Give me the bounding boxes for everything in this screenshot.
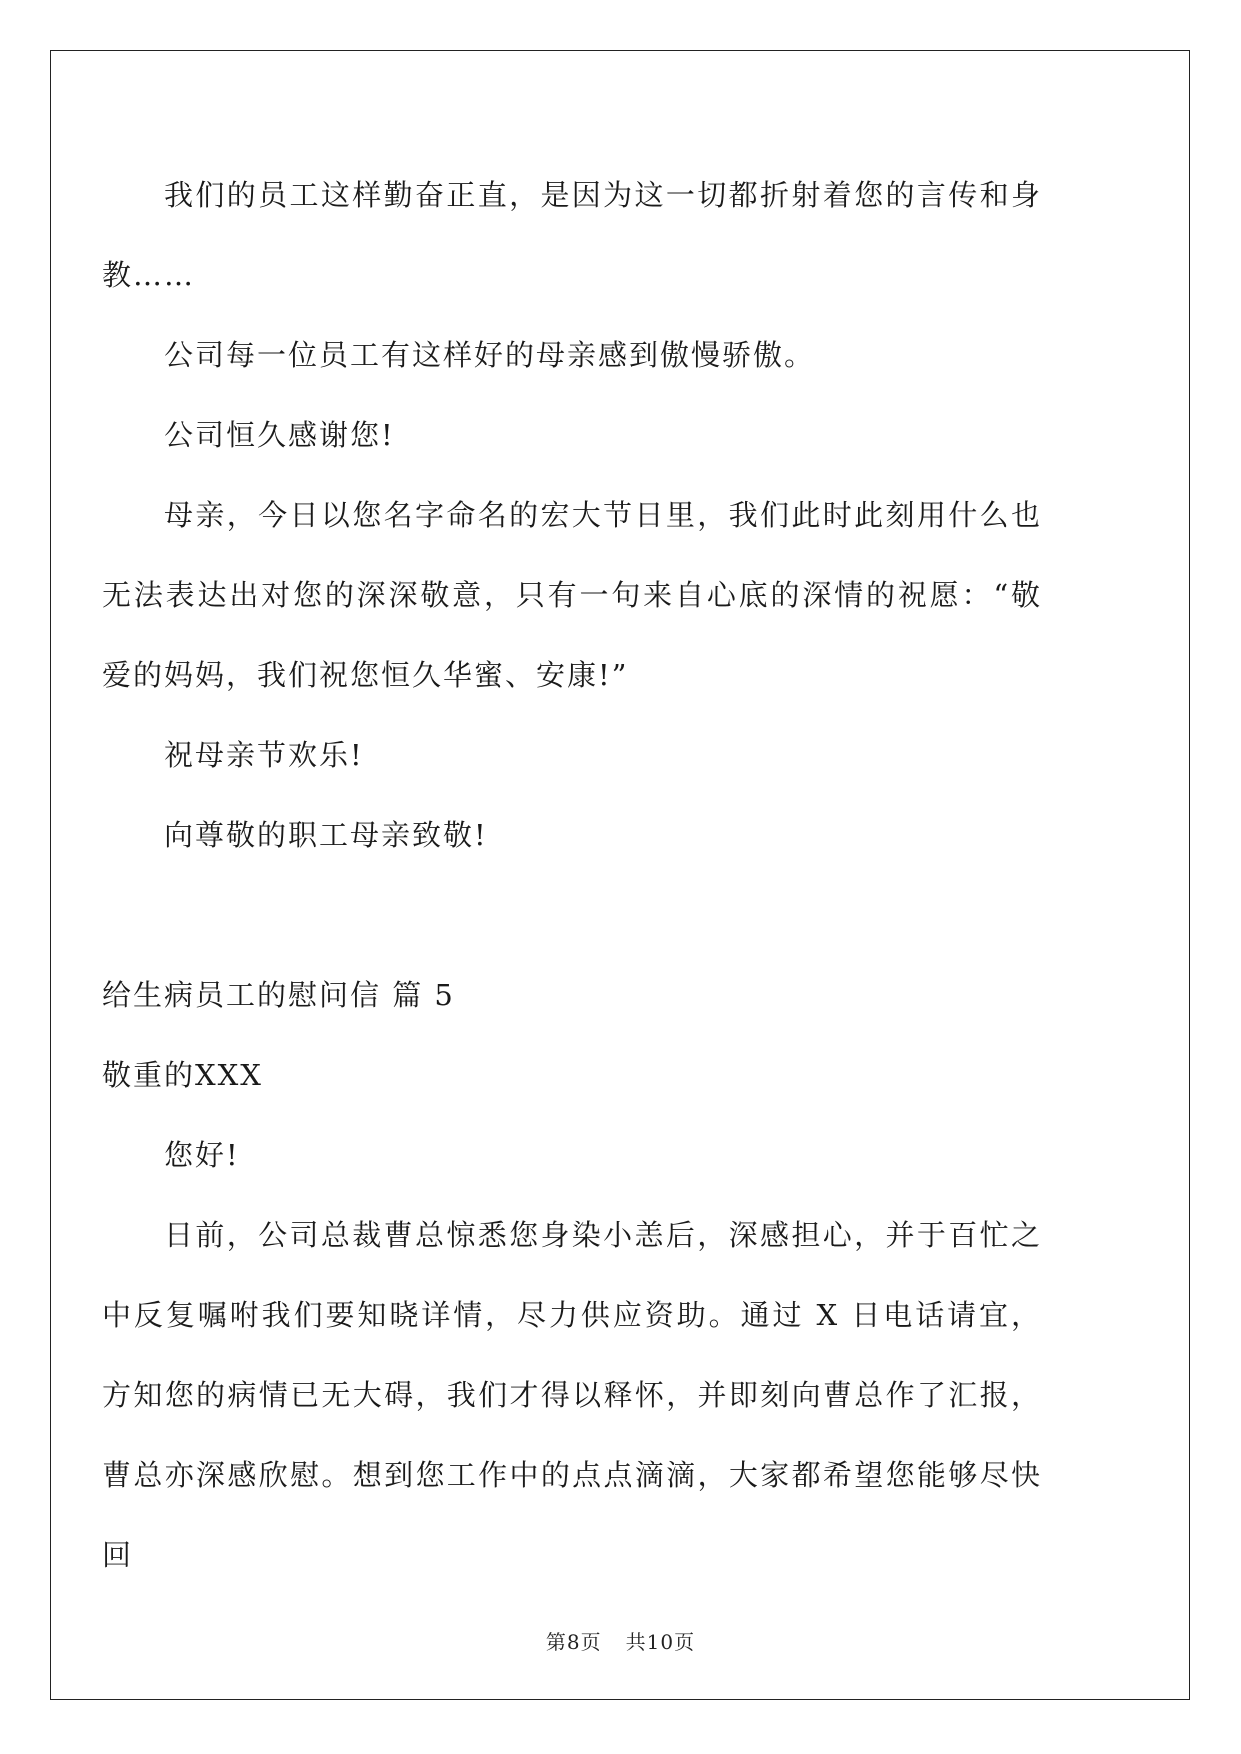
- document-body: [102, 155, 1042, 1595]
- salutation: 敬重的XXX: [102, 1058, 263, 1092]
- paragraph: 向尊敬的职工母亲致敬!: [164, 818, 488, 852]
- page-total: 共10页: [625, 1630, 696, 1654]
- paragraph: 祝母亲节欢乐!: [164, 738, 364, 772]
- paragraph: 公司每一位员工有这样好的母亲感到傲慢骄傲。: [164, 338, 816, 372]
- paragraph: 公司恒久感谢您!: [164, 418, 395, 452]
- paragraph: 我们的员工这样勤奋正直，是因为这一切都折射着您的言传和身教……: [102, 178, 1042, 292]
- section-spacer: [102, 875, 1042, 955]
- paragraph: 日前，公司总裁曹总惊悉您身染小恙后，深感担心，并于百忙之中反复嘱咐我们要知晓详情，尽力供应资助。通过 X 日电话请宜，方知您的病情已无大碍，我们才得以释怀，并即刻向曹总作了汇报，曹总亦深感欣慰。想到您工作中的点点滴滴，大家都希望您能够尽快回: [102, 1218, 1042, 1572]
- greeting: 您好!: [164, 1138, 240, 1172]
- page-number: 第8页: [545, 1630, 602, 1654]
- paragraph: 母亲，今日以您名字命名的宏大节日里，我们此时此刻用什么也无法表达出对您的深深敬意，只有一句来自心底的深情的祝愿：“敬爱的妈妈，我们祝您恒久华蜜、安康!”: [102, 498, 1042, 692]
- section-title: 给生病员工的慰问信 篇 5: [102, 978, 455, 1012]
- page-footer: [0, 1626, 1241, 1655]
